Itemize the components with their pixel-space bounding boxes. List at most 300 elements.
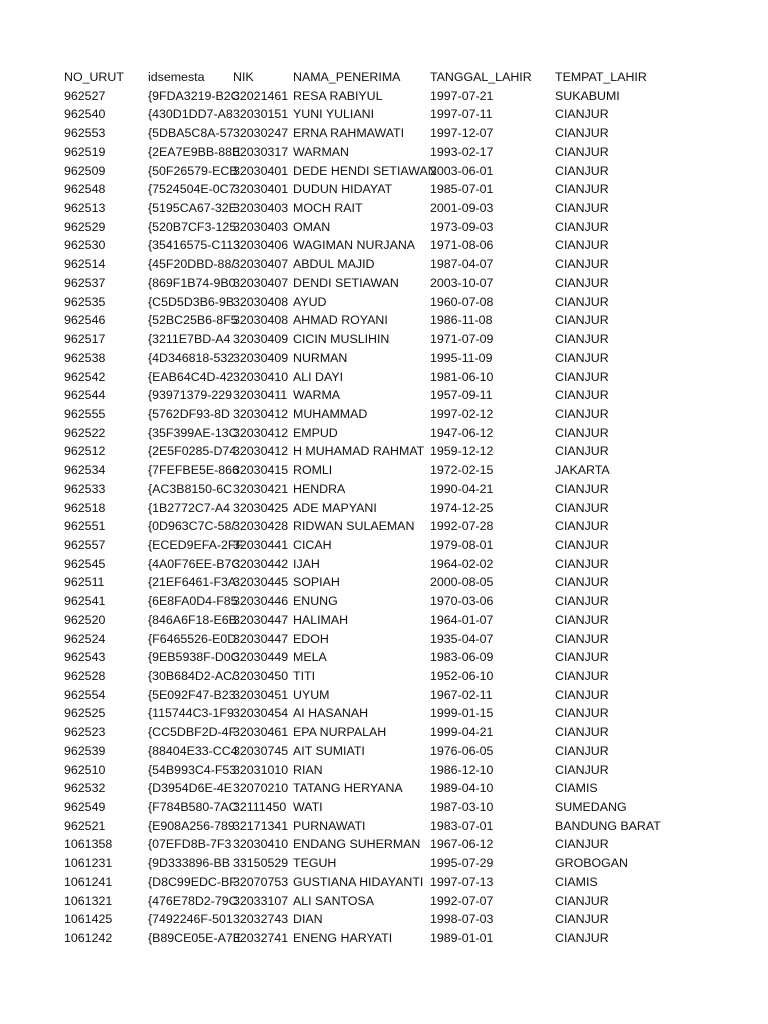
cell-no-urut[interactable]: 1061321 [64,893,113,908]
cell-idsemesta[interactable]: {50F26579-ECB [148,163,238,178]
cell-nama-penerima[interactable]: SOPIAH [293,575,340,590]
cell-tempat-lahir[interactable]: SUKABUMI [555,88,620,103]
cell-no-urut[interactable]: 962540 [64,107,106,122]
cell-idsemesta[interactable]: {ECED9EFA-2FF [148,537,244,552]
cell-no-urut[interactable]: 1061242 [64,931,113,946]
cell-idsemesta[interactable]: {CC5DBF2D-4F [148,725,237,740]
cell-tempat-lahir[interactable]: CIANJUR [555,481,609,496]
cell-nama-penerima[interactable]: HALIMAH [293,612,349,627]
cell-nik[interactable]: 33150529 [233,856,289,871]
cell-no-urut[interactable]: 962541 [64,594,106,609]
cell-nama-penerima[interactable]: H MUHAMAD RAHMAT [293,444,425,459]
cell-nama-penerima[interactable]: ALI SANTOSA [293,893,375,908]
cell-nama-penerima[interactable]: CICAH [293,537,332,552]
cell-no-urut[interactable]: 962557 [64,537,106,552]
cell-nama-penerima[interactable]: ENENG HARYATI [293,931,393,946]
cell-idsemesta[interactable]: {D3954D6E-4E [148,781,233,796]
cell-tanggal-lahir[interactable]: 1999-01-15 [430,706,494,721]
cell-nik[interactable]: 32030410 [233,369,289,384]
cell-nama-penerima[interactable]: TITI [293,669,316,683]
cell-tempat-lahir[interactable]: CIANJUR [555,912,609,927]
cell-nama-penerima[interactable]: AYUD [293,294,327,309]
cell-tempat-lahir[interactable]: CIANJUR [555,743,609,758]
cell-idsemesta[interactable]: {AC3B8150-6C [148,481,233,496]
cell-idsemesta[interactable]: {88404E33-CC4 [148,743,238,758]
table-row [0,630,768,649]
cell-no-urut[interactable]: 962527 [64,88,106,103]
cell-tempat-lahir[interactable]: CIANJUR [555,706,609,721]
cell-nik[interactable]: 32032743 [233,912,289,927]
cell-tanggal-lahir[interactable]: 1947-06-12 [430,425,494,440]
cell-tempat-lahir[interactable]: CIANJUR [555,556,609,571]
cell-nama-penerima[interactable]: HENDRA [293,481,346,496]
cell-nama-penerima[interactable]: RESA RABIYUL [293,88,383,103]
cell-nik[interactable]: 32030454 [233,706,289,721]
cell-idsemesta[interactable]: {21EF6461-F3A [148,575,237,590]
cell-tanggal-lahir[interactable]: 1990-04-21 [430,481,494,496]
cell-tanggal-lahir[interactable]: 1967-02-11 [430,687,493,702]
table-row [0,386,768,405]
cell-tempat-lahir[interactable]: CIANJUR [555,519,609,534]
cell-idsemesta[interactable]: {52BC25B6-8F5 [148,313,238,328]
cell-nama-penerima[interactable]: WARMAN [293,144,349,159]
cell-nama-penerima[interactable]: DENDI SETIAWAN [293,275,399,290]
cell-no-urut[interactable]: 962535 [64,294,106,309]
cell-tanggal-lahir[interactable]: 1967-06-12 [430,837,494,852]
cell-tempat-lahir[interactable]: CIANJUR [555,537,609,552]
cell-tanggal-lahir[interactable]: 1979-08-01 [430,537,494,552]
cell-no-urut[interactable]: 1061358 [64,837,113,852]
cell-idsemesta[interactable]: {9FDA3219-B2C [148,88,240,103]
cell-idsemesta[interactable]: {F784B580-7AC [148,800,238,815]
cell-tempat-lahir[interactable]: CIANJUR [555,444,609,459]
cell-tempat-lahir[interactable]: CIANJUR [555,238,609,253]
cell-tempat-lahir[interactable]: CIANJUR [555,257,609,272]
cell-nik[interactable]: 32030409 [233,350,289,365]
cell-tanggal-lahir[interactable]: 1959-12-12 [430,444,494,459]
cell-nik[interactable]: 32030412 [233,406,289,421]
cell-nama-penerima[interactable]: RIDWAN SULAEMAN [293,519,415,534]
cell-idsemesta[interactable]: {0D963C7C-58/ [148,519,235,534]
cell-nik[interactable]: 32030408 [233,313,289,328]
cell-no-urut[interactable]: 1061241 [64,874,113,889]
cell-tanggal-lahir[interactable]: 2000-08-05 [430,575,494,590]
cell-idsemesta[interactable]: {4A0F76EE-B7C [148,556,241,571]
cell-nama-penerima[interactable]: GUSTIANA HIDAYANTI [293,874,424,889]
table-row [0,143,768,162]
cell-nama-penerima[interactable]: ENUNG [293,594,338,609]
cell-nik[interactable]: 32033107 [233,893,289,908]
cell-no-urut[interactable]: 962525 [64,706,106,721]
table-row [0,255,768,274]
cell-nik[interactable]: 32030407 [233,275,289,290]
cell-idsemesta[interactable]: {430D1DD7-A8 [148,107,233,122]
cell-tanggal-lahir[interactable]: 1992-07-07 [430,893,494,908]
cell-no-urut[interactable]: 962545 [64,556,106,571]
cell-tempat-lahir[interactable]: CIANJUR [555,500,609,515]
cell-nama-penerima[interactable]: ADE MAPYANI [293,500,377,515]
cell-idsemesta[interactable]: {07EFD8B-7F3 [148,837,232,852]
cell-tempat-lahir[interactable]: CIANJUR [555,594,609,609]
cell-nik[interactable]: 32030745 [233,743,289,758]
header-tempat-lahir[interactable]: TEMPAT_LAHIR [555,70,647,84]
cell-nama-penerima[interactable]: MUHAMMAD [293,406,368,421]
cell-nik[interactable]: 32030412 [233,425,289,440]
cell-idsemesta[interactable]: {4D346818-532 [148,350,235,365]
cell-nik[interactable]: 32030409 [233,332,289,347]
cell-nama-penerima[interactable]: WARMA [293,388,341,403]
cell-nama-penerima[interactable]: IJAH [293,556,320,571]
cell-idsemesta[interactable]: {6E8FA0D4-F85 [148,594,238,609]
cell-nama-penerima[interactable]: WAGIMAN NURJANA [293,238,416,253]
cell-tempat-lahir[interactable]: CIANJUR [555,931,609,946]
cell-nama-penerima[interactable]: WATI [293,800,323,815]
cell-no-urut[interactable]: 962532 [64,781,106,796]
cell-idsemesta[interactable]: {7492246F-501 [148,912,233,927]
cell-tanggal-lahir[interactable]: 1952-06-10 [430,669,494,683]
cell-idsemesta[interactable]: {9EB5938F-D0C [148,650,240,665]
cell-nik[interactable]: 32030411 [233,388,288,403]
cell-nama-penerima[interactable]: EMPUD [293,425,338,440]
cell-no-urut[interactable]: 962524 [64,631,106,646]
cell-tanggal-lahir[interactable]: 1989-04-10 [430,781,494,796]
cell-tempat-lahir[interactable]: SUMEDANG [555,800,627,815]
cell-no-urut[interactable]: 962521 [64,818,106,833]
cell-tanggal-lahir[interactable]: 1971-08-06 [430,238,494,253]
cell-nik[interactable]: 32021461 [233,88,289,103]
cell-no-urut[interactable]: 962528 [64,669,106,683]
cell-tanggal-lahir[interactable]: 1998-07-03 [430,912,494,927]
cell-idsemesta[interactable]: {35F399AE-13C [148,425,238,440]
cell-tempat-lahir[interactable]: CIAMIS [555,781,598,796]
cell-nama-penerima[interactable]: ABDUL MAJID [293,257,375,272]
cell-tanggal-lahir[interactable]: 1999-04-21 [430,725,494,740]
cell-no-urut[interactable]: 962510 [64,762,106,777]
cell-nama-penerima[interactable]: AIT SUMIATI [293,743,365,758]
cell-idsemesta[interactable]: {E908A256-789 [148,818,235,833]
cell-no-urut[interactable]: 962551 [64,519,106,534]
cell-no-urut[interactable]: 962511 [64,575,105,590]
cell-nama-penerima[interactable]: DUDUN HIDAYAT [293,182,393,197]
cell-nama-penerima[interactable]: TATANG HERYANA [293,781,403,796]
cell-idsemesta[interactable]: {476E78D2-79C [148,893,238,908]
cell-no-urut[interactable]: 962533 [64,481,106,496]
cell-idsemesta[interactable]: {7524504E-0C7 [148,182,236,197]
cell-tanggal-lahir[interactable]: 1987-04-07 [430,257,494,272]
cell-idsemesta[interactable]: {35416575-C113 [148,238,241,253]
cell-tempat-lahir[interactable]: CIAMIS [555,874,598,889]
cell-no-urut[interactable]: 962523 [64,725,106,740]
cell-nama-penerima[interactable]: PURNAWATI [293,818,366,833]
cell-tempat-lahir[interactable]: CIANJUR [555,313,609,328]
cell-tempat-lahir[interactable]: CIANJUR [555,107,609,122]
cell-nik[interactable]: 32031010 [233,762,289,777]
cell-tanggal-lahir[interactable]: 1970-03-06 [430,594,494,609]
header-no-urut[interactable]: NO_URUT [64,70,124,84]
table-row [0,330,768,349]
table-row [0,779,768,798]
cell-tanggal-lahir[interactable]: 1993-02-17 [430,144,494,159]
table-row [0,368,768,387]
cell-no-urut[interactable]: 962519 [64,144,106,159]
cell-idsemesta[interactable]: {115744C3-1F9 [148,706,234,721]
cell-nik[interactable]: 32070210 [233,781,289,796]
cell-nama-penerima[interactable]: ALI DAYI [293,369,344,384]
cell-tanggal-lahir[interactable]: 1976-06-05 [430,743,494,758]
cell-no-urut[interactable]: 962542 [64,369,106,384]
cell-tanggal-lahir[interactable]: 1964-01-07 [430,612,494,627]
cell-nik[interactable]: 32030441 [233,537,289,552]
cell-no-urut[interactable]: 1061425 [64,912,113,927]
cell-tanggal-lahir[interactable]: 1986-12-10 [430,762,494,777]
table-row [0,761,768,780]
cell-nik[interactable]: 32030401 [233,182,289,197]
cell-tempat-lahir[interactable]: CIANJUR [555,406,609,421]
cell-tempat-lahir[interactable]: CIANJUR [555,762,609,777]
cell-nik[interactable]: 32030445 [233,575,289,590]
cell-idsemesta[interactable]: {D8C99EDC-BF [148,874,237,889]
cell-tanggal-lahir[interactable]: 1995-11-09 [430,350,493,365]
header-tanggal-lahir[interactable]: TANGGAL_LAHIR [430,70,532,84]
cell-nik[interactable]: 32030415 [233,463,289,478]
table-row [0,442,768,461]
cell-tanggal-lahir[interactable]: 1964-02-02 [430,556,494,571]
cell-tempat-lahir[interactable]: CIANJUR [555,725,609,740]
cell-nama-penerima[interactable]: TEGUH [293,856,337,871]
cell-tanggal-lahir[interactable]: 1997-07-13 [430,874,494,889]
cell-no-urut[interactable]: 962512 [64,444,106,459]
cell-nik[interactable]: 32070753 [233,874,289,889]
cell-nama-penerima[interactable]: AI HASANAH [293,706,369,721]
cell-nik[interactable]: 32030403 [233,219,289,234]
cell-nik[interactable]: 32032741 [233,931,289,946]
cell-no-urut[interactable]: 962509 [64,163,106,178]
cell-nik[interactable]: 32030451 [233,687,289,702]
cell-idsemesta[interactable]: {EAB64C4D-42 [148,369,234,384]
cell-idsemesta[interactable]: {C5D5D3B6-9B [148,294,235,309]
cell-idsemesta[interactable]: {2EA7E9BB-88E [148,144,241,159]
cell-idsemesta[interactable]: {45F20DBD-88/ [148,257,235,272]
cell-nama-penerima[interactable]: MOCH RAIT [293,201,363,216]
header-nama-penerima[interactable]: NAMA_PENERIMA [293,70,401,84]
cell-nama-penerima[interactable]: DIAN [293,912,323,927]
cell-nik[interactable]: 32030401 [233,163,289,178]
cell-idsemesta[interactable]: {5195CA67-32E [148,201,237,216]
cell-nik[interactable]: 32111450 [233,800,287,815]
cell-tempat-lahir[interactable]: CIANJUR [555,182,609,197]
cell-tanggal-lahir[interactable]: 1992-07-28 [430,519,494,534]
table-row [0,704,768,723]
cell-idsemesta[interactable]: {7FEFBE5E-866 [148,463,239,478]
cell-idsemesta[interactable]: {54B993C4-F53 [148,762,237,777]
cell-idsemesta[interactable]: {869F1B74-9B0 [148,275,236,290]
cell-tanggal-lahir[interactable]: 1960-07-08 [430,294,494,309]
cell-idsemesta[interactable]: {9D333896-BB [148,856,230,871]
cell-idsemesta[interactable]: {30B684D2-AC/ [148,669,236,683]
cell-nik[interactable]: 32030446 [233,594,289,609]
cell-no-urut[interactable]: 962520 [64,612,106,627]
cell-tempat-lahir[interactable]: CIANJUR [555,837,609,852]
cell-tanggal-lahir[interactable]: 1983-06-09 [430,650,494,665]
cell-no-urut[interactable]: 962537 [64,275,106,290]
cell-tempat-lahir[interactable]: CIANJUR [555,388,609,403]
cell-no-urut[interactable]: 962539 [64,743,106,758]
cell-nik[interactable]: 32030403 [233,201,289,216]
cell-no-urut[interactable]: 962554 [64,687,106,702]
cell-no-urut[interactable]: 962538 [64,350,106,365]
cell-nama-penerima[interactable]: MELA [293,650,327,665]
cell-idsemesta[interactable]: {1B2772C7-A4 [148,500,230,515]
cell-nama-penerima[interactable]: ENDANG SUHERMAN [293,837,421,852]
cell-tanggal-lahir[interactable]: 1986-11-08 [430,313,493,328]
cell-nik[interactable]: 32030447 [233,631,289,646]
cell-nik[interactable]: 32030447 [233,612,289,627]
cell-tanggal-lahir[interactable]: 1981-06-10 [430,369,494,384]
cell-tanggal-lahir[interactable]: 1995-07-29 [430,856,494,871]
cell-nik[interactable]: 32030421 [233,481,289,496]
cell-nama-penerima[interactable]: DEDE HENDI SETIAWAN [293,163,437,178]
cell-tanggal-lahir[interactable]: 2001-09-03 [430,201,494,216]
cell-nama-penerima[interactable]: UYUM [293,687,330,702]
cell-idsemesta[interactable]: {520B7CF3-125 [148,219,237,234]
cell-idsemesta[interactable]: {846A6F18-E6B [148,612,237,627]
cell-no-urut[interactable]: 962514 [64,257,106,272]
cell-nama-penerima[interactable]: RIAN [293,762,323,777]
cell-idsemesta[interactable]: {2E5F0285-D74 [148,444,237,459]
cell-idsemesta[interactable]: {5762DF93-8D [148,406,230,421]
cell-no-urut[interactable]: 962530 [64,238,106,253]
cell-tempat-lahir[interactable]: CIANJUR [555,669,609,683]
cell-nama-penerima[interactable]: EDOH [293,631,329,646]
cell-no-urut[interactable]: 962548 [64,182,106,197]
cell-tanggal-lahir[interactable]: 1997-07-21 [430,88,494,103]
cell-no-urut[interactable]: 962546 [64,313,106,328]
cell-tempat-lahir[interactable]: CIANJUR [555,275,609,290]
cell-tanggal-lahir[interactable]: 1989-01-01 [430,931,494,946]
cell-no-urut[interactable]: 962517 [64,332,106,347]
cell-idsemesta[interactable]: {F6465526-E0D [148,631,237,646]
cell-tanggal-lahir[interactable]: 1985-07-01 [430,182,494,197]
cell-tempat-lahir[interactable]: CIANJUR [555,163,609,178]
cell-tempat-lahir[interactable]: CIANJUR [555,650,609,665]
cell-tanggal-lahir[interactable]: 2003-06-01 [430,163,494,178]
table-row [0,686,768,705]
cell-idsemesta[interactable]: {5DBA5C8A-57 [148,126,234,141]
cell-tempat-lahir[interactable]: CIANJUR [555,687,609,702]
cell-tempat-lahir[interactable]: CIANJUR [555,219,609,234]
cell-nik[interactable]: 32030410 [233,837,289,852]
cell-nama-penerima[interactable]: YUNI YULIANI [293,107,375,122]
table-row [0,480,768,499]
cell-tempat-lahir[interactable]: CIANJUR [555,369,609,384]
cell-tempat-lahir[interactable]: CIANJUR [555,631,609,646]
cell-idsemesta[interactable]: {B89CE05E-A7E [148,931,241,946]
cell-tanggal-lahir[interactable]: 1972-02-15 [430,463,494,478]
cell-no-urut[interactable]: 962543 [64,650,106,665]
cell-no-urut[interactable]: 962529 [64,219,106,234]
cell-tempat-lahir[interactable]: CIANJUR [555,425,609,440]
cell-nik[interactable]: 32030412 [233,444,289,459]
cell-nik[interactable]: 32030317 [233,144,289,159]
cell-tempat-lahir[interactable]: CIANJUR [555,575,609,590]
cell-tempat-lahir[interactable]: CIANJUR [555,294,609,309]
cell-tanggal-lahir[interactable]: 2003-10-07 [430,275,494,290]
cell-no-urut[interactable]: 962555 [64,406,106,421]
cell-tempat-lahir[interactable]: CIANJUR [555,612,609,627]
cell-tanggal-lahir[interactable]: 1973-09-03 [430,219,494,234]
cell-nik[interactable]: 32030408 [233,294,289,309]
cell-tanggal-lahir[interactable]: 1997-02-12 [430,406,494,421]
cell-nik[interactable]: 32171341 [233,818,289,833]
cell-nik[interactable]: 32030450 [233,669,289,683]
cell-nik[interactable]: 32030461 [233,725,289,740]
cell-tempat-lahir[interactable]: JAKARTA [555,463,610,478]
cell-nama-penerima[interactable]: CICIN MUSLIHIN [293,332,390,347]
cell-tanggal-lahir[interactable]: 1997-12-07 [430,126,494,141]
table-row [0,461,768,480]
cell-tanggal-lahir[interactable]: 1997-07-11 [430,107,493,122]
cell-idsemesta[interactable]: {5E092F47-B23 [148,687,236,702]
cell-tanggal-lahir[interactable]: 1935-04-07 [430,631,494,646]
cell-no-urut[interactable]: 1061231 [64,856,113,871]
cell-nik[interactable]: 32030449 [233,650,289,665]
cell-no-urut[interactable]: 962553 [64,126,106,141]
cell-nik[interactable]: 32030151 [233,107,289,122]
cell-no-urut[interactable]: 962544 [64,388,106,403]
cell-idsemesta[interactable]: {93971379-229 [148,388,233,403]
cell-no-urut[interactable]: 962513 [64,201,106,216]
table-row [0,105,768,124]
cell-nama-penerima[interactable]: ERNA RAHMAWATI [293,126,405,141]
cell-nama-penerima[interactable]: ROMLI [293,463,333,478]
spreadsheet [0,68,768,948]
cell-no-urut[interactable]: 962522 [64,425,106,440]
cell-tempat-lahir[interactable]: CIANJUR [555,350,609,365]
header-nik[interactable]: NIK [233,70,254,84]
cell-tanggal-lahir[interactable]: 1983-07-01 [430,818,494,833]
cell-tempat-lahir[interactable]: CIANJUR [555,893,609,908]
cell-tempat-lahir[interactable]: CIANJUR [555,332,609,347]
cell-nik[interactable]: 32030428 [233,519,289,534]
cell-tanggal-lahir[interactable]: 1987-03-10 [430,800,494,815]
cell-tempat-lahir[interactable]: CIANJUR [555,144,609,159]
cell-tempat-lahir[interactable]: CIANJUR [555,126,609,141]
table-row [0,723,768,742]
cell-tanggal-lahir[interactable]: 1974-12-25 [430,500,494,515]
cell-tempat-lahir[interactable]: GROBOGAN [555,856,628,871]
cell-no-urut[interactable]: 962534 [64,463,106,478]
cell-tanggal-lahir[interactable]: 1971-07-09 [430,332,494,347]
cell-idsemesta[interactable]: {3211E7BD-A4 [148,332,231,347]
cell-tempat-lahir[interactable]: BANDUNG BARAT [555,818,661,833]
cell-nik[interactable]: 32030442 [233,556,289,571]
table-row [0,199,768,218]
cell-nama-penerima[interactable]: EPA NURPALAH [293,725,387,740]
cell-nik[interactable]: 32030247 [233,126,289,141]
cell-nik[interactable]: 32030406 [233,238,289,253]
header-idsemesta[interactable]: idsemesta [148,70,205,84]
cell-tanggal-lahir[interactable]: 1957-09-11 [430,388,493,403]
cell-no-urut[interactable]: 962549 [64,800,106,815]
table-row [0,293,768,312]
cell-nik[interactable]: 32030407 [233,257,289,272]
cell-nik[interactable]: 32030425 [233,500,289,515]
cell-nama-penerima[interactable]: OMAN [293,219,331,234]
cell-nama-penerima[interactable]: NURMAN [293,350,348,365]
cell-no-urut[interactable]: 962518 [64,500,106,515]
cell-nama-penerima[interactable]: AHMAD ROYANI [293,313,388,328]
cell-tempat-lahir[interactable]: CIANJUR [555,201,609,216]
